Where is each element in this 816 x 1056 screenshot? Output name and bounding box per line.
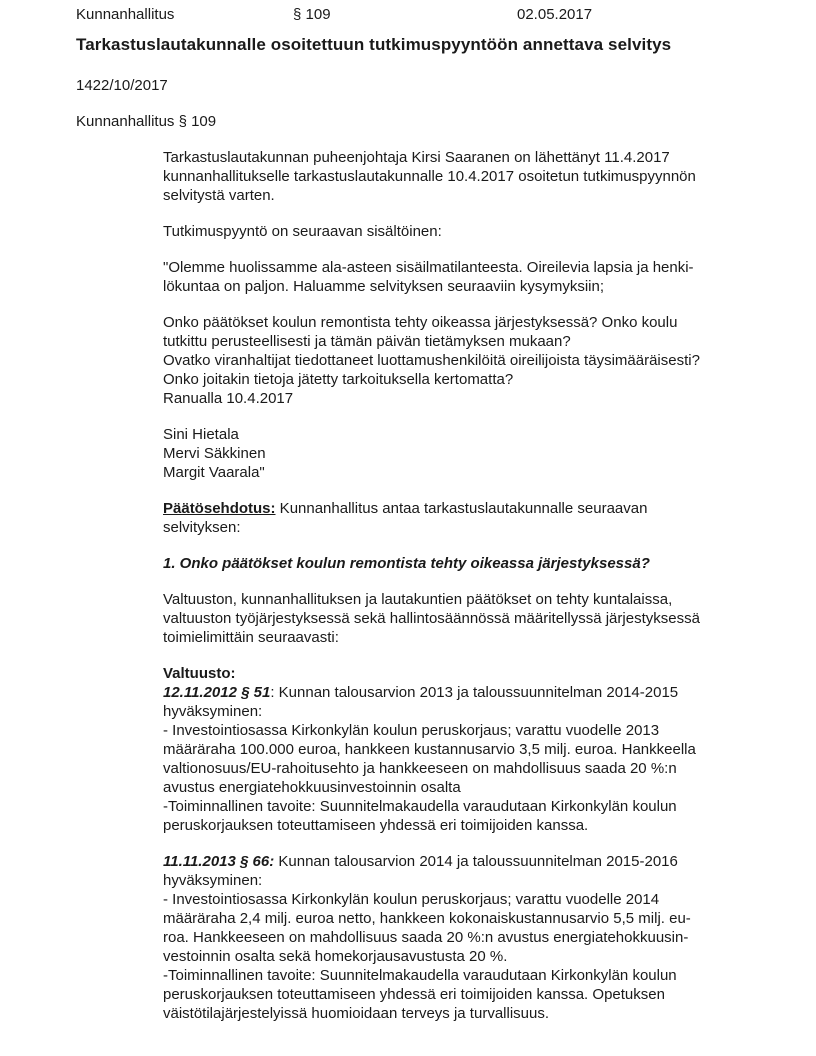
text-line: [163, 928, 773, 947]
text-line: [163, 425, 773, 444]
text-line: [163, 628, 773, 647]
text-segment: Kunnan talousarvion 2014 ja taloussuunnitelman 2015-2016: [274, 853, 678, 870]
text-segment: 1. Onko päätökset koulun remontista tehty oikeassa järjestyksessä?: [163, 555, 650, 572]
text-segment: määräraha 100.000 euroa, hankkeen kustannusarvio 3,5 milj. euroa. Hankkeella: [163, 741, 696, 758]
text-segment: tutkittu perusteellisesti ja tämän päivän tietämyksen mukaan?: [163, 333, 571, 350]
header-section-ref: § 109: [293, 6, 331, 23]
text-segment: hyväksyminen:: [163, 703, 263, 720]
text-line: [163, 890, 773, 909]
paragraph-valtuusto-decision-2013: [163, 852, 773, 1023]
text-line: [163, 463, 773, 482]
text-line: [163, 721, 773, 740]
text-segment: Sini Hietala: [163, 426, 239, 443]
paragraph-decision-proposal: [163, 499, 773, 537]
text-segment: "Olemme huolissamme ala-asteen sisäilmatilanteesta. Oireilevia lapsia ja henki-: [163, 259, 694, 276]
text-segment: Valtuusto:: [163, 665, 236, 682]
paragraph-valtuusto-decision-2012: [163, 664, 773, 835]
text-line: [163, 167, 773, 186]
text-line: [163, 554, 773, 573]
text-line: [163, 258, 773, 277]
text-segment: 11.11.2013 § 66:: [163, 853, 275, 870]
text-line: [163, 590, 773, 609]
text-line: [163, 871, 773, 890]
text-line: [163, 1004, 773, 1023]
text-segment: roa. Hankkeeseen on mahdollisuus saada 20 %:n avustus energiatehokkuusin-: [163, 929, 689, 946]
paragraph-signatories: [163, 425, 773, 482]
text-line: [163, 909, 773, 928]
text-segment: määräraha 2,4 milj. euroa netto, hankkeen kokonaiskustannusarvio 5,5 milj. eu-: [163, 910, 691, 927]
paragraph-answer-intro: [163, 590, 773, 647]
text-segment: peruskorjauksen toteuttamiseen yhdessä eri toimijoiden kanssa. Opetuksen: [163, 986, 665, 1003]
document-body: [163, 148, 773, 1023]
text-segment: Ovatko viranhaltijat tiedottaneet luottamushenkilöitä oireilijoista täysimääräisesti?: [163, 352, 700, 369]
text-segment: kunnanhallitukselle tarkastuslautakunnalle 10.4.2017 osoitetun tutkimuspyynnön: [163, 168, 696, 185]
text-segment: 12.11.2012 § 51: [163, 684, 271, 701]
text-line: [163, 683, 773, 702]
text-segment: -Toiminnallinen tavoite: Suunnitelmakaudella varaudutaan Kirkonkylän koulun: [163, 798, 677, 815]
text-line: [163, 740, 773, 759]
text-line: [163, 778, 773, 797]
text-segment: peruskorjauksen toteuttamiseen yhdessä eri toimijoiden kanssa.: [163, 817, 589, 834]
text-segment: selvityksen:: [163, 519, 241, 536]
text-line: [163, 222, 773, 241]
text-line: [163, 518, 773, 537]
text-line: [163, 186, 773, 205]
text-line: [163, 370, 773, 389]
text-segment: - Investointiosassa Kirkonkylän koulun peruskorjaus; varattu vuodelle 2014: [163, 891, 660, 908]
text-line: [163, 702, 773, 721]
text-line: [163, 947, 773, 966]
case-number: 1422/10/2017: [76, 77, 168, 94]
text-segment: lökuntaa on paljon. Haluamme selvityksen seuraaviin kysymyksiin;: [163, 278, 605, 295]
text-segment: avustus energiatehokkuusinvestoinnin osalta: [163, 779, 461, 796]
text-line: [163, 609, 773, 628]
text-segment: valtuuston työjärjestyksessä sekä hallintosäännössä määritellyssä järjestyksessä: [163, 610, 700, 627]
text-line: [163, 351, 773, 370]
text-segment: väistötilajärjestelyissä huomioidaan terveys ja turvallisuus.: [163, 1005, 550, 1022]
text-line: [163, 966, 773, 985]
text-segment: Onko päätökset koulun remontista tehty oikeassa järjestyksessä? Onko koulu: [163, 314, 678, 331]
text-segment: toimielimittäin seuraavasti:: [163, 629, 339, 646]
text-line: [163, 148, 773, 167]
text-segment: valtionosuus/EU-rahoitusehto ja hankkeeseen on mahdollisuus saada 20 %:n: [163, 760, 677, 777]
paragraph-intro: [163, 148, 773, 205]
text-line: [163, 852, 773, 871]
header-date: 02.05.2017: [517, 6, 593, 23]
text-line: [163, 444, 773, 463]
paragraph-question-1-heading: [163, 554, 773, 573]
text-line: [163, 759, 773, 778]
text-line: [163, 985, 773, 1004]
text-segment: Mervi Säkkinen: [163, 445, 266, 462]
paragraph-request-intro: [163, 222, 773, 241]
text-line: [163, 277, 773, 296]
paragraph-questions: [163, 313, 773, 408]
text-segment: -Toiminnallinen tavoite: Suunnitelmakaudella varaudutaan Kirkonkylän koulun: [163, 967, 677, 984]
text-line: [163, 499, 773, 518]
text-segment: : Kunnan talousarvion 2013 ja taloussuunnitelman 2014-2015: [270, 684, 679, 701]
section-heading: Kunnanhallitus § 109: [76, 113, 217, 130]
paragraph-quote-opening: [163, 258, 773, 296]
text-segment: Margit Vaarala": [163, 464, 265, 481]
text-segment: hyväksyminen:: [163, 872, 263, 889]
document-title: Tarkastuslautakunnalle osoitettuun tutkimuspyyntöön annettava selvitys: [76, 35, 672, 54]
text-segment: Tutkimuspyyntö on seuraavan sisältöinen:: [163, 223, 442, 240]
text-line: [163, 313, 773, 332]
text-line: [163, 389, 773, 408]
text-segment: Päätösehdotus:: [163, 500, 276, 517]
text-segment: vestoinnin osalta sekä homekorjausavustusta 20 %.: [163, 948, 508, 965]
text-segment: Ranualla 10.4.2017: [163, 390, 294, 407]
header-committee: Kunnanhallitus: [76, 6, 175, 23]
text-segment: selvitystä varten.: [163, 187, 275, 204]
text-segment: Kunnanhallitus antaa tarkastuslautakunnalle seuraavan: [275, 500, 648, 517]
text-segment: Onko joitakin tietoja jätetty tarkoituksella kertomatta?: [163, 371, 514, 388]
text-segment: Tarkastuslautakunnan puheenjohtaja Kirsi Saaranen on lähettänyt 11.4.2017: [163, 149, 670, 166]
text-segment: - Investointiosassa Kirkonkylän koulun peruskorjaus; varattu vuodelle 2013: [163, 722, 660, 739]
text-line: [163, 797, 773, 816]
text-line: [163, 664, 773, 683]
text-line: [163, 332, 773, 351]
text-line: [163, 816, 773, 835]
text-segment: Valtuuston, kunnanhallituksen ja lautakuntien päätökset on tehty kuntalaissa,: [163, 591, 673, 608]
